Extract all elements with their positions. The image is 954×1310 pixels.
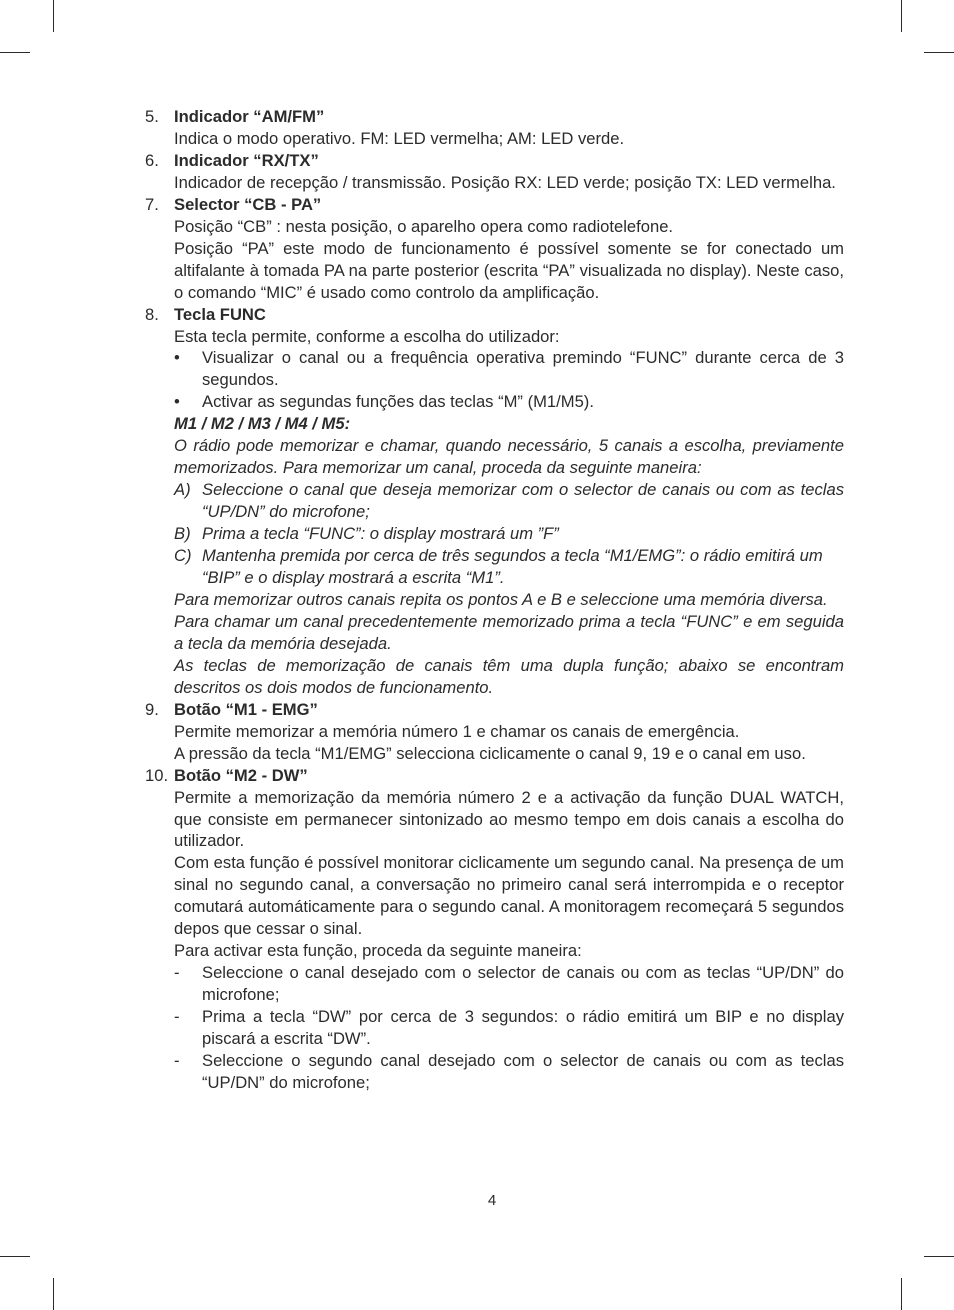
paragraph: Posição “CB” : nesta posição, o aparelho opera como radiotelefone. — [174, 216, 674, 236]
dash-mark: - — [174, 963, 180, 983]
step-item — [174, 523, 844, 545]
paragraph: As teclas de memorização de canais têm uma dupla função; abaixo se encontram descritos os dois modos de funcionamento. — [174, 655, 844, 697]
step-text: Mantenha premida por cerca de três segundos a tecla “M1/EMG”: o rádio emitirá um “BIP” e o display mostrará a escrita “M1”. — [202, 546, 823, 588]
list-item-text: Seleccione o canal desejado com o selector de canais ou com as teclas “UP/DN” do microfone; — [202, 963, 844, 1005]
bullet-mark: • — [174, 348, 180, 368]
dash-mark: - — [174, 1007, 180, 1027]
crop-mark — [0, 52, 30, 53]
list-item-text: Visualizar o canal ou a frequência operativa premindo “FUNC” durante cerca de 3 segundos. — [202, 348, 844, 390]
paragraph: O rádio pode memorizar e chamar, quando necessário, 5 canais a escolha, previamente memorizados. Para memorizar um canal, proceda da seguinte maneira: — [174, 436, 844, 478]
crop-mark — [0, 1256, 30, 1257]
step-mark: C) — [174, 546, 192, 566]
paragraph: Com esta função é possível monitorar ciclicamente um segundo canal. Na presença de um sinal no segundo canal, a conversação no primeiro canal será interrompida e o receptor comutará automáticamente para o segundo canal. A monitoragem recomeçará 5 segundos depos que cessar o sinal. — [174, 853, 844, 939]
section-func — [145, 304, 844, 699]
section-rx-tx — [145, 150, 844, 194]
section-number: 10. — [145, 765, 169, 785]
paragraph: Indica o modo operativo. FM: LED vermelha; AM: LED verde. — [174, 128, 625, 148]
crop-mark — [901, 0, 902, 32]
list-item-text: Seleccione o segundo canal desejado com o selector de canais ou com as teclas “UP/DN” do microfone; — [202, 1050, 844, 1092]
paragraph: Posição “PA” este modo de funcionamento é possível somente se for conectado um altifalante à tomada PA na parte posterior (escrita “PA” visualizada no display). Neste caso, o comando “MIC” é usado como controlo da amplificação. — [174, 238, 844, 302]
section-m1-emg — [145, 699, 844, 765]
manual-page-content — [145, 106, 844, 1094]
section-number: 8. — [145, 304, 159, 324]
section-am-fm — [145, 106, 844, 150]
crop-mark — [901, 1278, 902, 1310]
paragraph: Permite memorizar a memória número 1 e chamar os canais de emergência. — [174, 721, 740, 741]
list-item-text: Prima a tecla “DW” por cerca de 3 segundos: o rádio emitirá um BIP e no display piscará a escrita “DW”. — [202, 1007, 844, 1049]
paragraph: Para chamar um canal precedentemente memorizado prima a tecla “FUNC” e em seguida a tecla da memória desejada. — [174, 611, 844, 653]
section-number: 5. — [145, 107, 159, 126]
list-item — [174, 347, 844, 391]
section-title: Botão “M2 - DW” — [174, 765, 308, 785]
section-number: 9. — [145, 699, 159, 719]
list-item-text: Activar as segundas funções das teclas “M” (M1/M5). — [202, 392, 594, 412]
paragraph: Para memorizar outros canais repita os pontos A e B e seleccione uma memória diversa. — [174, 589, 828, 609]
list-item — [174, 1006, 844, 1050]
crop-mark — [924, 52, 954, 53]
step-text: Prima a tecla “FUNC”: o display mostrará um ”F” — [202, 524, 559, 544]
section-cb-pa — [145, 194, 844, 304]
memory-subtitle: M1 / M2 / M3 / M4 / M5: — [174, 414, 351, 434]
section-title: Selector “CB - PA” — [174, 194, 322, 214]
paragraph: Permite a memorização da memória número 2 e a activação da função DUAL WATCH, que consiste em permanecer sintonizado ao mesmo tempo em dois canais a escolha do utilizador. — [174, 787, 844, 851]
paragraph: Indicador de recepção / transmissão. Posição RX: LED verde; posição TX: LED vermelha. — [174, 172, 836, 192]
paragraph: Para activar esta função, proceda da seguinte maneira: — [174, 941, 582, 961]
paragraph: A pressão da tecla “M1/EMG” selecciona ciclicamente o canal 9, 19 e o canal em uso. — [174, 743, 806, 763]
list-item — [174, 962, 844, 1006]
section-m2-dw — [145, 765, 844, 1094]
step-mark: B) — [174, 524, 191, 544]
section-number: 7. — [145, 194, 159, 214]
section-title: Indicador “RX/TX” — [174, 150, 319, 170]
step-text: Seleccione o canal que deseja memorizar com o selector de canais ou com as teclas “UP/DN” do microfone; — [202, 480, 844, 522]
crop-mark — [53, 0, 54, 32]
crop-mark — [924, 1256, 954, 1257]
paragraph: Esta tecla permite, conforme a escolha do utilizador: — [174, 326, 560, 346]
step-item — [174, 479, 844, 523]
step-mark: A) — [174, 480, 191, 500]
step-item — [174, 545, 844, 589]
list-item — [174, 1050, 844, 1094]
section-title: Tecla FUNC — [174, 304, 266, 324]
dash-mark: - — [174, 1050, 180, 1070]
section-number: 6. — [145, 150, 159, 170]
list-item — [174, 391, 844, 413]
bullet-mark: • — [174, 392, 180, 412]
page-number: 4 — [487, 1192, 497, 1209]
crop-mark — [53, 1278, 54, 1310]
section-title: Botão “M1 - EMG” — [174, 699, 318, 719]
section-title: Indicador “AM/FM” — [174, 107, 325, 126]
